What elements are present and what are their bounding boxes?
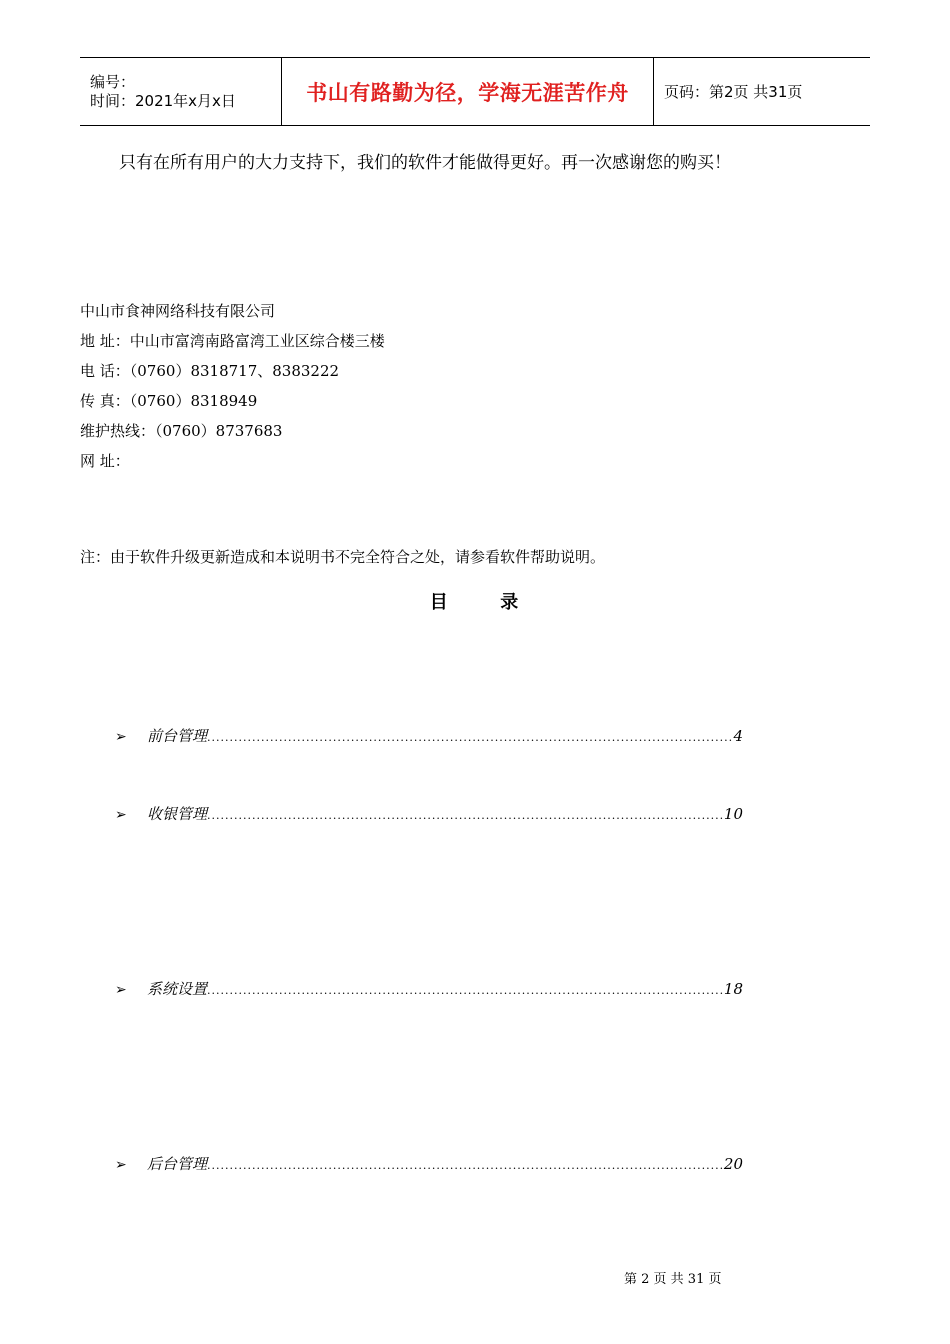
header-page-cell xyxy=(654,58,870,125)
company-hotline: 维护热线：（0760）8737683 xyxy=(80,422,283,440)
toc-leader-dots xyxy=(207,727,733,745)
header-table xyxy=(80,57,870,126)
update-note: 注：由于软件升级更新造成和本说明书不完全符合之处，请参看软件帮助说明。 xyxy=(80,548,606,566)
toc-item-page: 4 xyxy=(733,727,743,745)
company-phone: 电 话：（0760）8318717、8383222 xyxy=(80,362,340,380)
company-name: 中山市食神网络科技有限公司 xyxy=(80,302,276,320)
toc-item-label: 前台管理 xyxy=(147,727,208,745)
time-label: 时间：2021年x月x日 xyxy=(90,91,236,110)
header-motto-cell xyxy=(281,58,654,125)
toc-item-backend[interactable] xyxy=(115,1153,743,1174)
bullet-arrow-icon: ➢ xyxy=(115,807,127,823)
header-meta xyxy=(80,58,281,125)
toc-item-page: 18 xyxy=(723,980,743,998)
toc-title xyxy=(0,588,950,614)
toc-title-char-2: 录 xyxy=(500,592,521,613)
toc-item-cashier[interactable] xyxy=(115,803,743,824)
toc-item-page: 20 xyxy=(723,1155,743,1173)
company-fax: 传 真：（0760）8318949 xyxy=(80,392,258,410)
toc-leader-dots xyxy=(207,1155,724,1173)
company-info xyxy=(80,300,385,480)
toc-item-frontdesk[interactable] xyxy=(115,725,743,746)
bullet-arrow-icon: ➢ xyxy=(115,982,127,998)
page-code: 页码：第2页 共31页 xyxy=(664,83,803,101)
toc-item-label: 后台管理 xyxy=(147,1155,208,1173)
company-website: 网 址： xyxy=(80,452,130,470)
number-label: 编号： xyxy=(90,72,136,91)
bullet-arrow-icon: ➢ xyxy=(115,1157,127,1173)
toc-item-label: 系统设置 xyxy=(147,980,208,998)
company-address: 地 址：中山市富湾南路富湾工业区综合楼三楼 xyxy=(80,332,385,350)
toc-leader-dots xyxy=(207,805,724,823)
page-footer: 第 2 页 共 31 页 xyxy=(624,1272,722,1287)
toc-leader-dots xyxy=(207,980,724,998)
bullet-arrow-icon: ➢ xyxy=(115,729,127,745)
toc-item-page: 10 xyxy=(723,805,743,823)
motto-text: 书山有路勤为径，学海无涯苦作舟 xyxy=(306,80,629,105)
toc-item-settings[interactable] xyxy=(115,978,743,999)
toc-title-char-1: 目 xyxy=(429,592,450,613)
thanks-paragraph: 只有在所有用户的大力支持下，我们的软件才能做得更好。再一次感谢您的购买！ xyxy=(119,153,731,173)
toc-item-label: 收银管理 xyxy=(147,805,208,823)
